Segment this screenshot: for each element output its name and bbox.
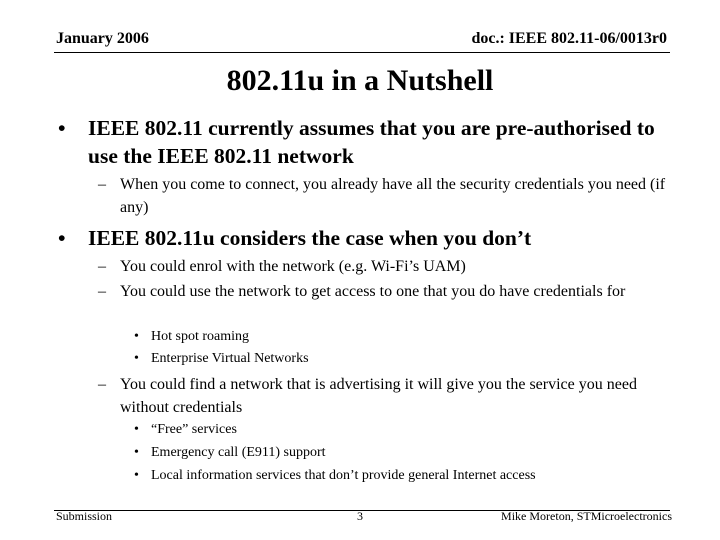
bullet-text: Hot spot roaming (151, 329, 249, 344)
bullet-level3 (134, 466, 674, 486)
bullet-marker: • (134, 468, 139, 483)
bullet-text: You could find a network that is advertising it will give you the service you need without credentials (120, 376, 637, 416)
bullet-text: You could use the network to get access to one that you do have credentials for (120, 283, 626, 300)
bullet-level1 (58, 224, 668, 252)
header-rule (54, 52, 670, 53)
bullet-level2 (98, 280, 668, 303)
header-date: January 2006 (56, 30, 149, 47)
bullet-level2 (98, 173, 668, 219)
footer-page-number: 3 (357, 509, 363, 523)
bullet-text: When you come to connect, you already have all the security credentials you need (if any) (120, 176, 666, 216)
bullet-text: Local information services that don’t provide general Internet access (151, 468, 536, 483)
bullet-level3 (134, 327, 674, 347)
bullet-text: Enterprise Virtual Networks (151, 351, 309, 366)
bullet-level3 (134, 349, 674, 369)
bullet-marker: • (134, 329, 139, 344)
bullet-level3 (134, 443, 674, 463)
bullet-marker: – (98, 376, 106, 393)
bullet-marker: – (98, 283, 106, 300)
header-doc-id: doc.: IEEE 802.11-06/0013r0 (471, 30, 667, 47)
bullet-marker: • (134, 422, 139, 437)
bullet-text: “Free” services (151, 422, 237, 437)
bullet-marker: – (98, 176, 106, 193)
bullet-text: Emergency call (E911) support (151, 445, 326, 460)
bullet-marker: • (58, 116, 66, 140)
bullet-level2 (98, 373, 668, 419)
bullet-marker: – (98, 258, 106, 275)
footer-submission: Submission (56, 509, 113, 523)
footer-author: Mike Moreton, STMicroelectronics (501, 509, 672, 523)
bullet-marker: • (134, 445, 139, 460)
slide-title: 802.11u in a Nutshell (226, 64, 494, 97)
bullet-text: IEEE 802.11 currently assumes that you are pre-authorised to use the IEEE 802.11 network (88, 116, 655, 168)
bullet-text: IEEE 802.11u considers the case when you don’t (88, 226, 532, 250)
bullet-level3 (134, 420, 674, 440)
bullet-level1 (58, 114, 668, 170)
bullet-marker: • (134, 351, 139, 366)
bullet-marker: • (58, 226, 66, 250)
bullet-level2 (98, 255, 668, 278)
bullet-text: You could enrol with the network (e.g. Wi-Fi’s UAM) (120, 258, 466, 275)
